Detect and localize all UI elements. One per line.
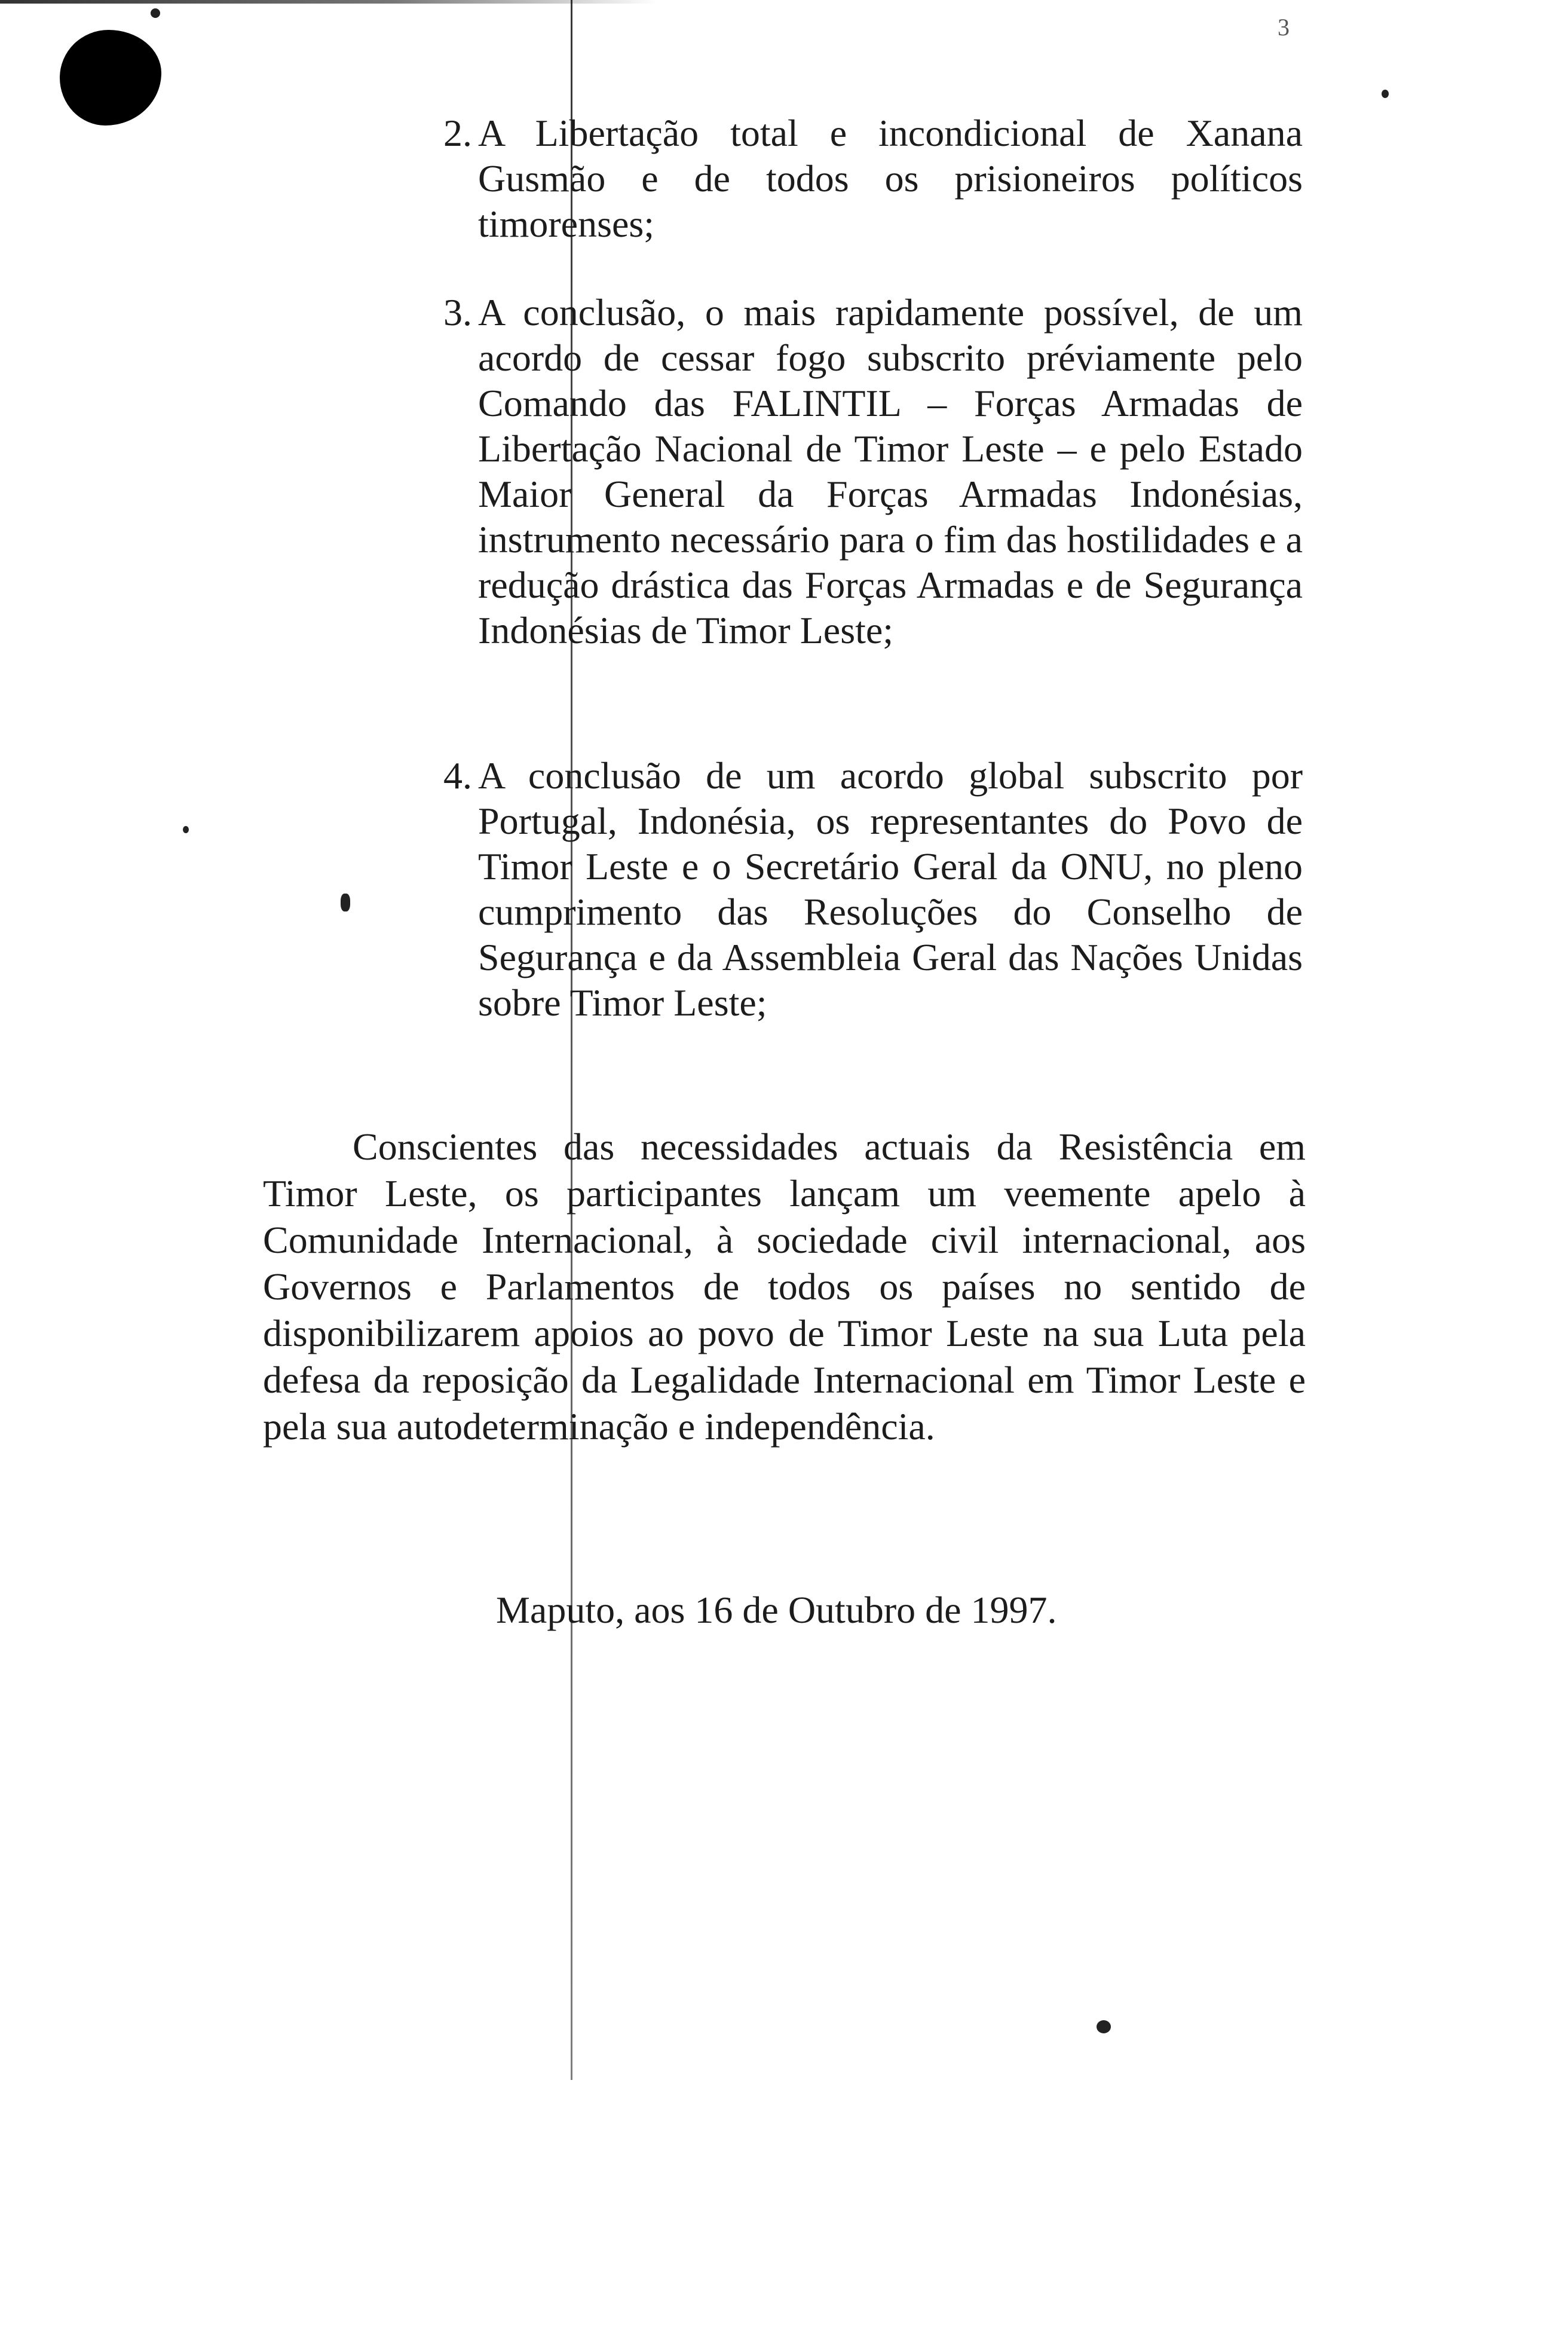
appeal-paragraph: Conscientes das necessidades actuais da Resistência em Timor Leste, os participantes lançam um veemente apelo à Comunidade Internacional, à sociedade civil internacional, aos Governos e Parlamentos de todos os países no sentido de disponibilizarem apoios ao povo de Timor Leste na sua Luta pela defesa da reposição da Legalidade Internacional em Timor Leste e pela sua autodeterminação e independência. — [263, 1125, 1306, 1448]
list-item-text: A conclusão, o mais rapidamente possível, de um acordo de cessar fogo subscrito préviamente pelo Comando das FALINTIL – Forças Armadas de Libertação Nacional de Timor Leste – e pelo Estado Maior General da Forças Armadas Indonésias, instrumento necessário para o fim das hostilidades e a redução drástica das Forças Armadas e de Segurança Indonésias de Timor Leste; — [478, 291, 1303, 651]
list-item — [443, 753, 1303, 1026]
scan-speck — [341, 894, 350, 911]
list-item-number: 4. — [443, 754, 472, 797]
scan-speck — [1382, 90, 1389, 98]
scan-speck — [151, 8, 160, 18]
scan-speck — [183, 826, 189, 833]
page-number: 3 — [1278, 14, 1290, 41]
list-item — [443, 290, 1303, 653]
scan-speck — [1097, 2020, 1111, 2033]
list-item-number: 3. — [443, 291, 472, 334]
ink-blot — [60, 30, 161, 126]
list-item-text: A conclusão de um acordo global subscrito por Portugal, Indonésia, os representantes do Povo de Timor Leste e o Secretário Geral da ONU, no pleno cumprimento das Resoluções do Conselho de Segurança e da Assembleia Geral das Nações Unidas sobre Timor Leste; — [478, 754, 1303, 1024]
scan-edge-shadow — [0, 0, 657, 4]
list-item — [443, 111, 1303, 247]
list-item-text: A Libertação total e incondicional de Xanana Gusmão e de todos os prisioneiros políticos timorenses; — [478, 112, 1303, 245]
place-and-date: Maputo, aos 16 de Outubro de 1997. — [496, 1589, 1057, 1631]
list-item-number: 2. — [443, 112, 472, 154]
